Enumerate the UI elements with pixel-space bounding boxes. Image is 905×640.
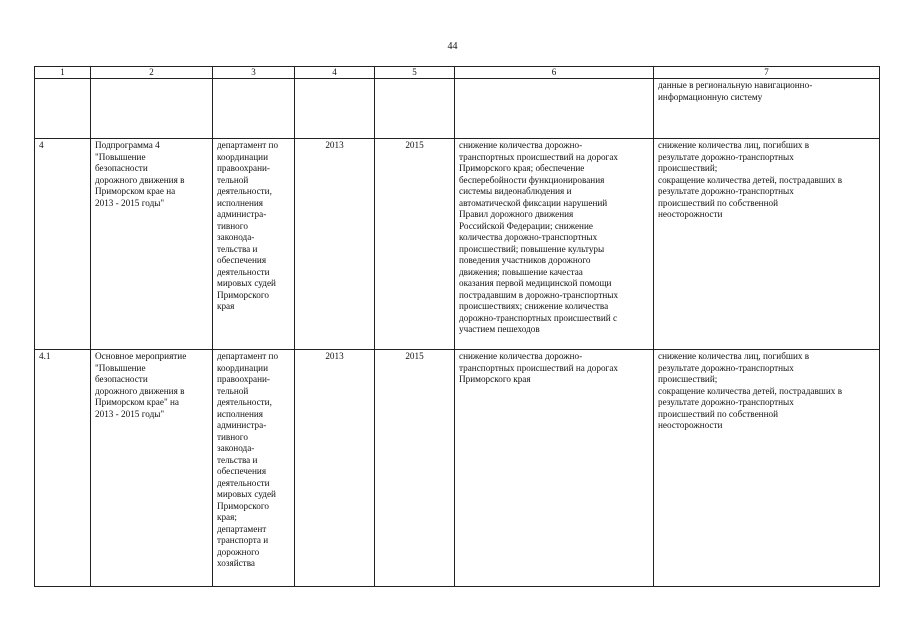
header-col-3: 3 bbox=[213, 67, 295, 79]
cell-responsible: департамент по координации правоохрани- тельной деятельности, исполнения администра- тивного законода- тельства и обеспечения деятельности мировых судей Приморского края; департамент транспорта и дорожного хозяйства bbox=[213, 350, 295, 587]
header-col-1: 1 bbox=[35, 67, 91, 79]
cell-result: снижение количества дорожно- транспортных происшествий на дорогах Приморского края bbox=[455, 350, 654, 587]
header-col-6: 6 bbox=[455, 67, 654, 79]
cell-start-year bbox=[295, 79, 375, 139]
cell-start-year: 2013 bbox=[295, 139, 375, 350]
cell-result bbox=[455, 79, 654, 139]
cell-name: Основное мероприятие "Повышение безопасности дорожного движения в Приморском крае" на 2013 - 2015 годы" bbox=[91, 350, 213, 587]
cell-responsible: департамент по координации правоохрани- тельной деятельности, исполнения администра- тивного законода- тельства и обеспечения деятельности мировых судей Приморского края bbox=[213, 139, 295, 350]
cell-number: 4.1 bbox=[35, 350, 91, 587]
header-row bbox=[35, 67, 880, 79]
cell-end-year: 2015 bbox=[375, 139, 455, 350]
header-col-2: 2 bbox=[91, 67, 213, 79]
cell-end-year: 2015 bbox=[375, 350, 455, 587]
cell-indicators: данные в региональную навигационно- информационную систему bbox=[654, 79, 880, 139]
cell-start-year: 2013 bbox=[295, 350, 375, 587]
page-number: 44 bbox=[447, 41, 458, 52]
table-row bbox=[35, 139, 880, 350]
program-table bbox=[34, 66, 880, 587]
table-row bbox=[35, 79, 880, 139]
cell-end-year bbox=[375, 79, 455, 139]
cell-indicators: снижение количества лиц, погибших в результате дорожно-транспортных происшествий; сокращение количества детей, пострадавших в результате дорожно-транспортных происшествий по собственной неосторожности bbox=[654, 350, 880, 587]
cell-number bbox=[35, 79, 91, 139]
cell-name bbox=[91, 79, 213, 139]
header-col-5: 5 bbox=[375, 67, 455, 79]
cell-name: Подпрограмма 4 "Повышение безопасности дорожного движения в Приморском крае на 2013 - 2015 годы" bbox=[91, 139, 213, 350]
table-row bbox=[35, 350, 880, 587]
cell-result: снижение количества дорожно- транспортных происшествий на дорогах Приморского края; обеспечение бесперебойности функционирования системы видеонаблюдения и автоматической фиксации нарушений Правил дорожного движения Российской Федерации; снижение количества дорожно-транспортных происшествий; повышение культуры поведения участников дорожного движения; повышение качестаа оказания первой медицинской помощи пострадавшим в дорожно-транспортных происшествиях; снижение количества дорожно-транспортных происшествий с участием пешеходов bbox=[455, 139, 654, 350]
header-col-4: 4 bbox=[295, 67, 375, 79]
cell-number: 4 bbox=[35, 139, 91, 350]
header-col-7: 7 bbox=[654, 67, 880, 79]
cell-indicators: снижение количества лиц, погибших в результате дорожно-транспортных происшествий; сокращение количества детей, пострадавших в результате дорожно-транспортных происшествий по собственной неосторожности bbox=[654, 139, 880, 350]
cell-responsible bbox=[213, 79, 295, 139]
